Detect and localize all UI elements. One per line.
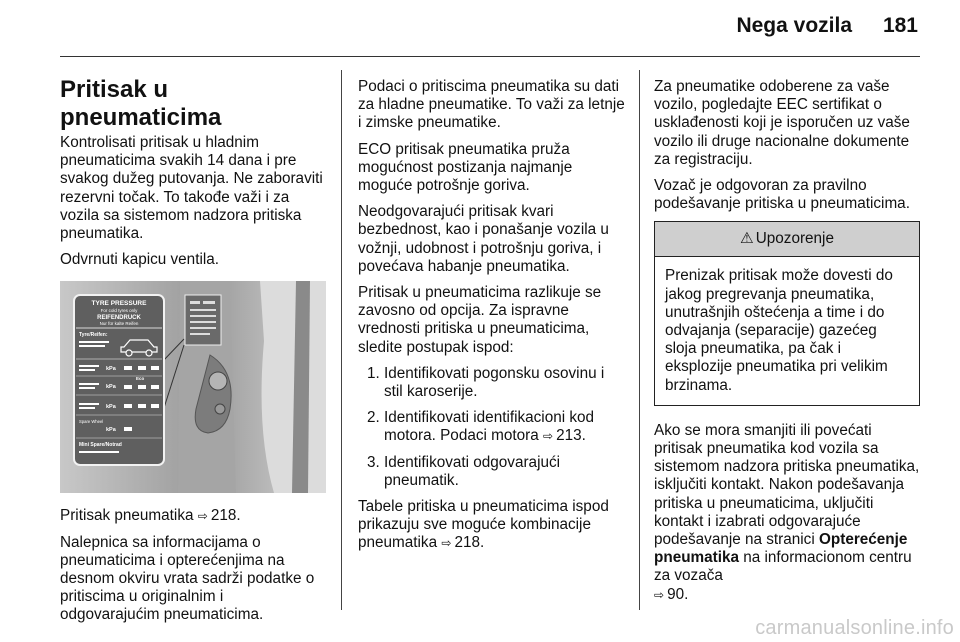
paragraph: Za pneumatike odoberene za vaše vozilo, pogledajte EEC sertifikat o usklađenosti koji je isporučen uz vaše vozilo ili druge nacionalne dokumente za registraciju. [654, 78, 910, 168]
paragraph: Tabele pritiska u pneumaticima ispod prikazuju sve moguće kombinacije pneumatika ⇨ 218. [358, 498, 609, 552]
paragraph: Ako se mora smanjiti ili povećati pritisak pneumatika kod vozila sa sistemom nadzora pritiska pneumatika, isključiti kontakt. Nakon podešavanja pritiska u pneumaticima, uključiti kontakt i izabrati odgovarajuće podešavanje na stranici Opterećenje pneumatika na informacionom centru za vozača ⇨ 90. [654, 421, 920, 603]
warning-header [655, 222, 919, 257]
list-item: 1. Identifikovati pogonsku osovinu i stil karoserije. [367, 364, 605, 401]
list-item: 3. Identifikovati odgovarajući pneumatik. [367, 453, 561, 489]
paragraph: ECO pritisak pneumatika pruža mogućnost postizanja najmanje moguće potrošnje goriva. [358, 140, 573, 195]
label-subtitle: REIFENDRUCK [97, 315, 141, 322]
label-spare: Spare Wheel [79, 419, 104, 425]
paragraph: Neodgovarajući pritisak kvari bezbednost, kao i ponašanje vozila u vožnji, udobnost i potrošnju goriva, i povećava habanje pneumatika. [358, 203, 609, 275]
watermark: carmanualsonline.info [755, 617, 954, 639]
label-kpa: kPa [106, 404, 116, 411]
paragraph: Vozač je odgovoran za pravilno podešavanje pritiska u pneumaticima. [654, 177, 910, 213]
paragraph: Kontrolisati pritisak u hladnim pneumaticima svakih 14 dana i pre svakog dužeg putovanja. Ne zaboraviti rezervni točak. To takođe važi i za vozila sa sistemom nadzora pritiska pneumatika. [60, 134, 323, 243]
label-kpa: kPa [106, 366, 116, 373]
paragraph: Nalepnica sa informacijama o pneumaticima i opterećenjima na desnom okviru vrata sadrži podatke o pritiscima u originalnim i odgovarajućim pneumaticima. [60, 533, 315, 624]
warning-triangle-icon: ⚠ [740, 230, 754, 248]
running-header-title: Nega vozila [736, 14, 852, 37]
page-reference-arrow-icon: ⇨ [441, 536, 452, 551]
page-reference: 218. [210, 507, 241, 525]
paragraph: Pritisak pneumatika ⇨ 218. [60, 507, 241, 525]
label-kpa: kPa [106, 427, 116, 434]
warning-box [654, 221, 920, 405]
page-reference-arrow-icon: ⇨ [654, 587, 665, 602]
section-title: Pritisak u pneumaticima [60, 76, 222, 131]
procedure-list [358, 365, 626, 490]
column-3 [654, 78, 920, 612]
label-tyre: Tyre/Reifen: [79, 332, 108, 339]
tyre-label-illustration [60, 281, 326, 493]
door-frame-photo [60, 281, 326, 493]
label-subtitle: Nur für kalte Reifen [99, 321, 139, 327]
page-reference: 213. [556, 427, 586, 445]
label-title: TYRE PRESSURE [91, 300, 147, 308]
column-divider [341, 70, 342, 610]
paragraph: Pritisak u pneumaticima razlikuje se zavosno od opcija. Za ispravne vrednosti pritiska u pneumaticima, sledite postupak ispod: [358, 284, 602, 356]
menu-name: Opterećenje pneumatika [654, 531, 908, 567]
label-eco: Eco [136, 376, 145, 382]
column-1 [60, 76, 326, 633]
page-number: 181 [882, 14, 918, 37]
page-reference: 90. [667, 585, 689, 603]
paragraph: Podaci o pritiscima pneumatika su dati za hladne pneumatike. To važi za letnje i zimske pneumatike. [358, 78, 625, 132]
page-reference: 218. [454, 534, 485, 552]
label-mini-spare: Mini Spare/Notrad [79, 442, 122, 449]
page-reference-arrow-icon: ⇨ [197, 509, 208, 524]
header-divider [60, 56, 920, 57]
page-reference-arrow-icon: ⇨ [543, 429, 554, 444]
warning-title: Upozorenje [755, 230, 834, 248]
column-2 [358, 78, 626, 561]
label-kpa: kPa [106, 384, 116, 391]
warning-text: Prenizak pritisak može dovesti do jakog pregrevanja pneumatika, unutrašnjih oštećenja a time i do odvajanja (separacije) gazećeg sloja pneumatika, pa čak i eksplozije pneumatika pri velikim brzinama. [665, 267, 893, 394]
label-subtitle: For cold tyres only [100, 308, 138, 314]
column-divider [639, 70, 640, 610]
list-item: 2. Identifikovati identifikacioni kod motora. Podaci motora ⇨ 213. [367, 409, 595, 445]
paragraph: Odvrnuti kapicu ventila. [60, 251, 219, 269]
